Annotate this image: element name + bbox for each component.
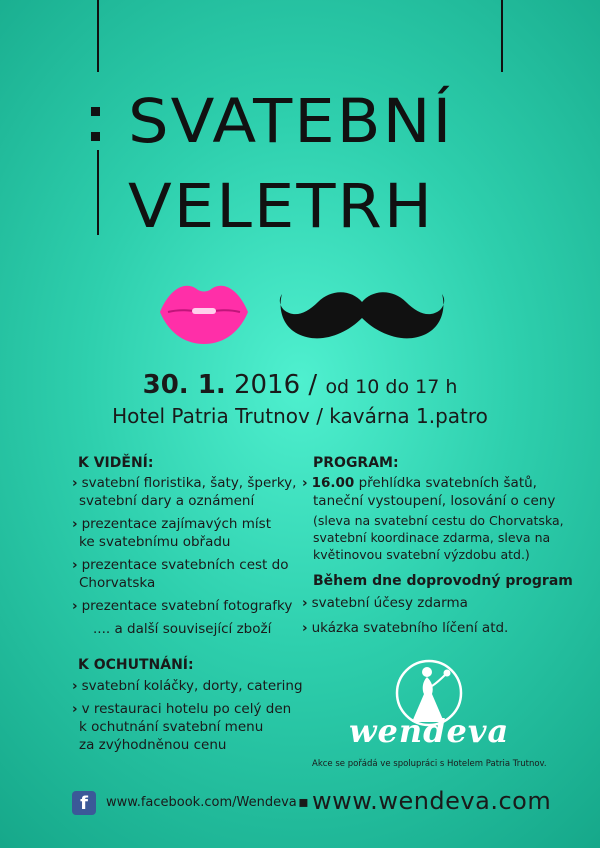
see-heading: K VIDĚNÍ: [78, 455, 154, 471]
bullet-icon: › [72, 557, 78, 573]
see-item-2-cont: ke svatebnímu obřadu [79, 534, 231, 550]
facebook-link[interactable]: www.facebook.com/Wendeva [106, 795, 297, 810]
see-item-4: › prezentace svatební fotografky [72, 598, 293, 614]
bullet-icon: › [72, 701, 78, 717]
taste-item-2: › v restauraci hotelu po celý den [72, 701, 292, 717]
event-date: 30. 1. [142, 370, 226, 400]
program-line-1: › 16.00 přehlídka svatebních šatů, [302, 475, 537, 491]
program-note-2: svatební koordinace zdarma, sleva na [313, 530, 551, 545]
see-item-3-cont: Chorvatska [79, 575, 156, 591]
see-item-3: › prezentace svatebních cest do [72, 557, 289, 573]
see-item-2: › prezentace zajímavých míst [72, 516, 271, 532]
bullet-icon: › [302, 595, 308, 611]
facebook-icon[interactable]: f [72, 791, 96, 815]
program-heading: PROGRAM: [313, 455, 399, 471]
bullet-icon: › [72, 678, 78, 694]
taste-item-2-cont-2: za zvýhodněnou cenu [79, 737, 227, 753]
program-time: 16.00 [311, 475, 355, 491]
website-link[interactable]: www.wendeva.com [312, 787, 552, 815]
title-line-1: SVATEBNÍ [128, 86, 454, 158]
see-more: .... a další související zboží [93, 621, 272, 637]
footer-separator: ▪ [298, 792, 309, 811]
program-note-1: (sleva na svatební cestu do Chorvatska, [313, 513, 564, 528]
title-colon-top [91, 107, 100, 116]
see-item-1: › svatební floristika, šaty, šperky, [72, 475, 297, 491]
event-year: 2016 / [233, 370, 318, 400]
title-colon-bottom [91, 132, 100, 141]
frame-line-left-lower [97, 150, 99, 235]
see-item-1-cont: svatební dary a oznámení [79, 493, 255, 509]
brand-note: Akce se pořádá ve spolupráci s Hotelem Patria Trutnov. [312, 759, 547, 769]
bullet-icon: › [72, 598, 78, 614]
program-note-3: květinovou svatební výzdobu atd.) [313, 547, 530, 562]
frame-line-right [501, 0, 503, 72]
program-day-item-1: › svatební účesy zdarma [302, 595, 468, 611]
bullet-icon: › [302, 475, 308, 491]
bullet-icon: › [72, 475, 78, 491]
event-venue: Hotel Patria Trutnov / kavárna 1.patro [112, 404, 488, 428]
lips-icon [158, 278, 250, 346]
taste-item-2-cont-1: k ochutnání svatební menu [79, 719, 264, 735]
bullet-icon: › [302, 620, 308, 636]
frame-line-left [97, 0, 99, 72]
taste-item-1: › svatební koláčky, dorty, catering [72, 678, 303, 694]
taste-heading: K OCHUTNÁNÍ: [78, 657, 194, 673]
event-date-line [0, 370, 600, 400]
brand-name: wendeva [349, 712, 510, 750]
title-line-2: VELETRH [128, 171, 434, 243]
mustache-icon [278, 288, 446, 344]
bullet-icon: › [72, 516, 78, 532]
program-line-2: taneční vystoupení, losování o ceny [313, 493, 556, 509]
event-time: od 10 do 17 h [325, 376, 458, 398]
program-day-item-2: › ukázka svatebního líčení atd. [302, 620, 509, 636]
program-day-heading: Během dne doprovodný program [313, 573, 573, 589]
